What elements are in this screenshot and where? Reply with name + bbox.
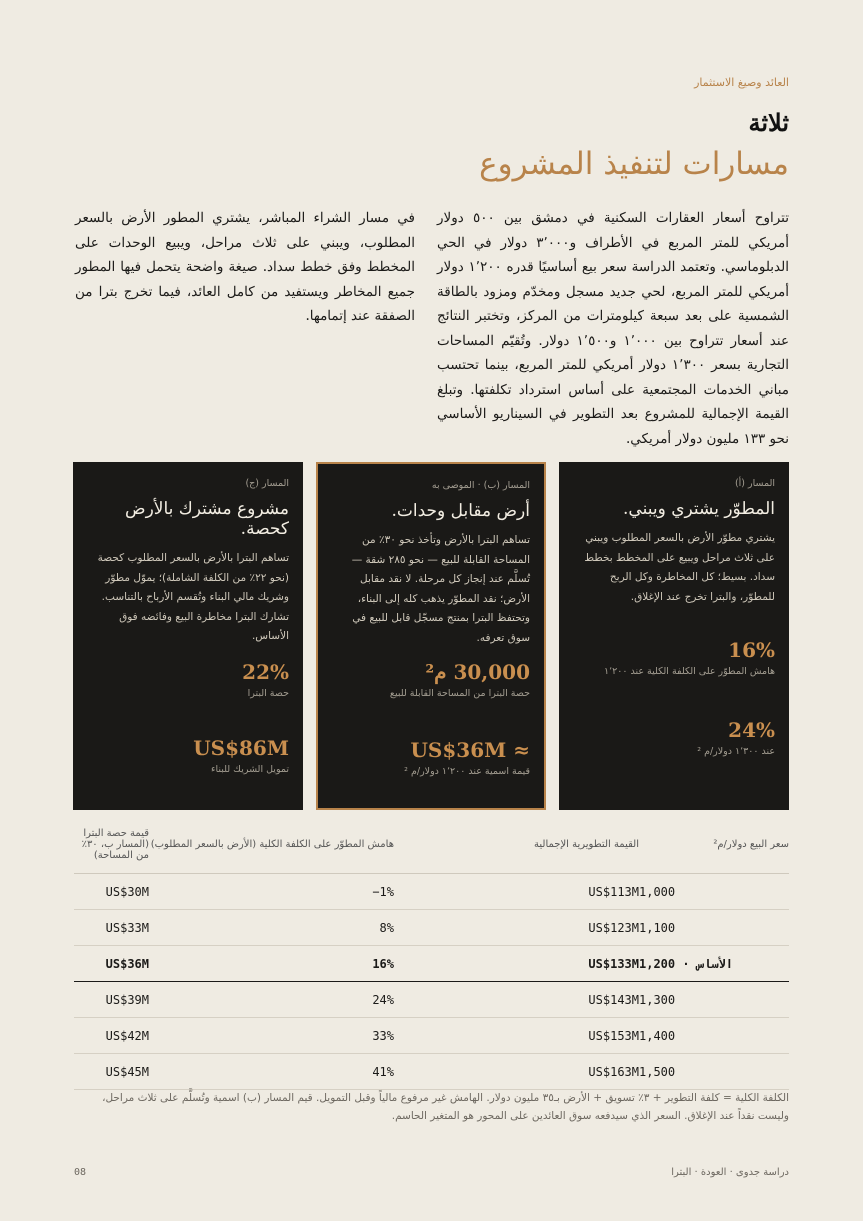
- table-footnote: الكلفة الكلية = كلفة التطوير + ٣٪ تسويق + الأرض بـ٣٥ مليون دولار. الهامش غير مرفوع مالياً وقبل التمويل. قيم المسار (ب) اسمية وتُسلَّم على ثلاث مراحل، وليست نقداً عند الإغلاق. السعر الذي سيدفعه سوق العائدين على المحور هو المتغير الحاسم.: [102, 1092, 789, 1122]
- cell-value: US$153M: [394, 1018, 639, 1054]
- route-card-b: [316, 462, 546, 810]
- cell-price: 1,000: [639, 874, 789, 910]
- cell-share: US$39M: [74, 982, 149, 1018]
- cell-margin: 16%: [149, 946, 394, 982]
- cell-price: 1,100: [639, 910, 789, 946]
- route-tag: المسار (ج): [245, 478, 289, 489]
- cell-share: US$33M: [74, 910, 149, 946]
- table-row: [74, 910, 789, 946]
- cell-share: US$30M: [74, 874, 149, 910]
- cell-share: US$42M: [74, 1018, 149, 1054]
- cell-value: US$143M: [394, 982, 639, 1018]
- cell-share: US$36M: [74, 946, 149, 982]
- page-number: 08: [74, 1167, 87, 1178]
- route-tag: المسار (أ): [734, 478, 775, 489]
- table-row: [74, 874, 789, 910]
- route-card-a: [559, 462, 789, 810]
- stat-label: تمويل الشريك للبناء: [211, 764, 289, 775]
- route-description: يشتري مطوّر الأرض بالسعر المطلوب ويبني على ثلاث مراحل ويبيع على المخطط بخطط سداد. بسيط؛ كل المخاطرة وكل الربح للمطوّر، والبترا تخرج عند الإغلاق.: [584, 532, 775, 603]
- stat-value: 30,000 م²: [425, 660, 530, 684]
- cell-value: US$133M: [394, 946, 639, 982]
- stat-label: هامش المطوّر على الكلفة الكلية عند ١٬٢٠٠: [604, 666, 775, 677]
- cell-price: 1,500: [639, 1054, 789, 1090]
- stat-label: عند ١٬٣٠٠ دولار/م ²: [697, 746, 775, 757]
- cell-price: 1,400: [639, 1018, 789, 1054]
- route-stat: [573, 638, 775, 677]
- route-stat: [87, 660, 289, 699]
- stat-value: 24%: [728, 718, 775, 742]
- route-stat: [332, 660, 530, 699]
- sensitivity-table: [74, 828, 789, 1090]
- route-cards: [74, 462, 789, 810]
- route-stat: [87, 736, 289, 775]
- page-title: مسارات لتنفيذ المشروع: [479, 146, 789, 182]
- header-price: سعر البيع دولار/م²: [639, 828, 789, 874]
- intro-paragraph-pricing: تتراوح أسعار العقارات السكنية في دمشق بين ٥٠٠ دولار أمريكي للمتر المربع في الأطراف و٣٬٠٠٠ دولار في الحي الدبلوماسي. وتعتمد الدراسة سعر بيع أساسيًا قدره ١٬٢٠٠ دولار أمريكي للمتر المربع، لحي جديد مسجل ومخدّم ومزود بالطاقة الشمسية على بعد سبعة كيلومترات من المركز، وتختبر النتائج عند أسعار تتراوح بين ١٬٠٠٠ و١٬٥٠٠ دولار. وتُقيّم المساحات التجارية بسعر ١٬٣٠٠ دولار أمريكي للمتر المربع، بينما تحتسب مباني الخدمات المجتمعية على أساس استرداد تكلفتها. وتبلغ القيمة الإجمالية للمشروع بعد التطوير في السيناريو الأساسي نحو ١٣٣ مليون دولار أمريكي.: [437, 210, 789, 447]
- cell-price: 1,300: [639, 982, 789, 1018]
- stat-value: 16%: [728, 638, 775, 662]
- table-header-row: [74, 828, 789, 874]
- header-share: قيمة حصة البترا (المسار ب، ٣٠٪ من المساحة): [74, 828, 149, 874]
- cell-margin: 41%: [149, 1054, 394, 1090]
- table-row: [74, 982, 789, 1018]
- stat-value: 22%: [242, 660, 289, 684]
- cell-value: US$163M: [394, 1054, 639, 1090]
- route-title: أرض مقابل وحدات.: [391, 501, 530, 521]
- cell-value: US$113M: [394, 874, 639, 910]
- stat-label: حصة البترا: [247, 688, 289, 699]
- cell-margin: −1%: [149, 874, 394, 910]
- table-row: [74, 946, 789, 982]
- header-margin: هامش المطوّر على الكلفة الكلية (الأرض بالسعر المطلوب): [149, 828, 394, 874]
- table-row: [74, 1054, 789, 1090]
- table-row: [74, 1018, 789, 1054]
- chapter-label: ثلاثة: [748, 108, 789, 137]
- route-stat: [332, 738, 530, 777]
- cell-value: US$123M: [394, 910, 639, 946]
- cell-margin: 33%: [149, 1018, 394, 1054]
- route-title: مشروع مشترك بالأرض كحصة.: [125, 499, 289, 539]
- stat-label: حصة البترا من المساحة القابلة للبيع: [389, 688, 530, 699]
- stat-label: قيمة اسمية عند ١٬٢٠٠ دولار/م ²: [404, 766, 530, 777]
- footer-title: دراسة جدوى · العودة · البترا: [671, 1167, 789, 1178]
- header-gdv: القيمة التطويرية الإجمالية: [394, 828, 639, 874]
- route-tag: المسار (ب) · الموصى به: [431, 480, 530, 491]
- intro-paragraph-direct-purchase: في مسار الشراء المباشر، يشتري المطور الأرض بالسعر المطلوب، ويبني على ثلاث مراحل، ويبيع الوحدات على المخطط وفق خطط سداد. صيغة واضحة يتحمل فيها المطور جميع المخاطر ويستفيد من كامل العائد، فيما تخرج بترا من الصفقة عند إتمامها.: [75, 210, 415, 324]
- stat-value: US$86M: [193, 736, 289, 760]
- route-stat: [573, 718, 775, 757]
- route-description: تساهم البترا بالأرض وتأخذ نحو ٣٠٪ من المساحة القابلة للبيع — نحو ٢٨٥ شقة — تُسلَّم عند إنجاز كل مرحلة. لا نقد مقابل الأرض؛ نقد المطوّر يذهب كله إلى البناء، وتحتفظ البترا بمنتج مسجّل قابل للبيع في سوق تعرفه.: [351, 534, 530, 644]
- section-kicker: العائد وصيغ الاستثمار: [694, 76, 789, 89]
- cell-share: US$45M: [74, 1054, 149, 1090]
- stat-value: ≈ US$36M: [410, 738, 530, 762]
- route-title: المطوّر يشتري ويبني.: [623, 499, 775, 519]
- cell-price: الأساس · 1,200: [639, 946, 789, 982]
- cell-margin: 8%: [149, 910, 394, 946]
- route-card-c: [73, 462, 303, 810]
- route-description: تساهم البترا بالأرض بالسعر المطلوب كحصة (نحو ٢٢٪ من الكلفة الشاملة)؛ يموّل مطوّر وشريك مالي البناء وتُقسم الأرباح بالتناسب. تشارك البترا مخاطرة البيع وفائضه فوق الأساس.: [97, 552, 289, 642]
- cell-margin: 24%: [149, 982, 394, 1018]
